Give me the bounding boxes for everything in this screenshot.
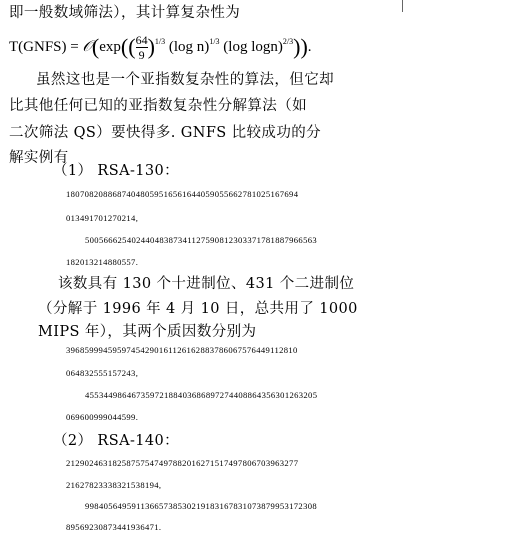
formula-exponent: 2/3	[282, 36, 294, 46]
text-line: 二次筛法 QS）要快得多. GNFS 比较成功的分	[9, 125, 322, 141]
number-line: 50056662540244048387341127590812303371781887966563	[85, 235, 318, 245]
number-line: 39685999459597454290161126162883786067576449112810	[66, 345, 298, 355]
formula-denominator: 9	[138, 48, 145, 62]
formula-exponent: 1/3	[209, 36, 220, 46]
formula-loglogn: (log logn)	[223, 38, 283, 55]
text-line: 虽然这也是一个亚指数复杂性的算法，但它却	[36, 72, 334, 88]
number-line: 013491701270214,	[66, 213, 139, 223]
formula-big-o: 𝒪	[82, 38, 92, 55]
formula-lhs: T(GNFS) =	[9, 38, 83, 55]
formula-logn: (log n)	[168, 38, 210, 55]
column-divider	[402, 0, 403, 12]
formula-fraction	[136, 34, 148, 61]
text-line: （分解于 1996 年 4 月 10 日，总共用了 1000	[38, 301, 358, 317]
complexity-formula: T(GNFS) = 𝒪(exp(( $\frac{64}{9}$ )$^{1/3}$ (log n)$^{1/3}$ (log logn)$^{2/3}$)).	[9, 33, 312, 62]
number-line: 45534498646735972188403686897274408864356301263205	[85, 390, 318, 400]
text-line: （2） RSA-140：	[53, 433, 180, 449]
formula-numerator: 64	[135, 33, 148, 47]
number-line: 064832555157243,	[66, 368, 139, 378]
number-line: 21627823338321538194,	[66, 480, 162, 490]
text-line: （1） RSA-130：	[53, 163, 180, 179]
formula-period: .	[307, 38, 312, 55]
number-line: 89569230873441936471.	[66, 522, 162, 532]
number-line: 069600999044599.	[66, 412, 139, 422]
number-line: 21290246318258757547497882016271517497806703963277	[66, 458, 299, 468]
formula-exp: exp	[99, 38, 121, 55]
text-line: MIPS 年），其两个质因数分别为	[38, 324, 257, 340]
text-line: 解实例有	[9, 150, 69, 166]
formula-exponent: 1/3	[154, 36, 166, 46]
text-line: 比其他任何已知的亚指数复杂性分解算法（如	[9, 98, 307, 114]
text-line: 即一般数域筛法），其计算复杂性为	[9, 5, 241, 21]
number-line: 99840564959113665738530219183167831073879953172308	[85, 501, 318, 511]
number-line: 182013214880557.	[66, 257, 139, 267]
number-line: 18070820886874048059516561644059055662781025167694	[66, 189, 299, 199]
text-line: 该数具有 130 个十进制位、431 个二进制位	[58, 276, 355, 292]
